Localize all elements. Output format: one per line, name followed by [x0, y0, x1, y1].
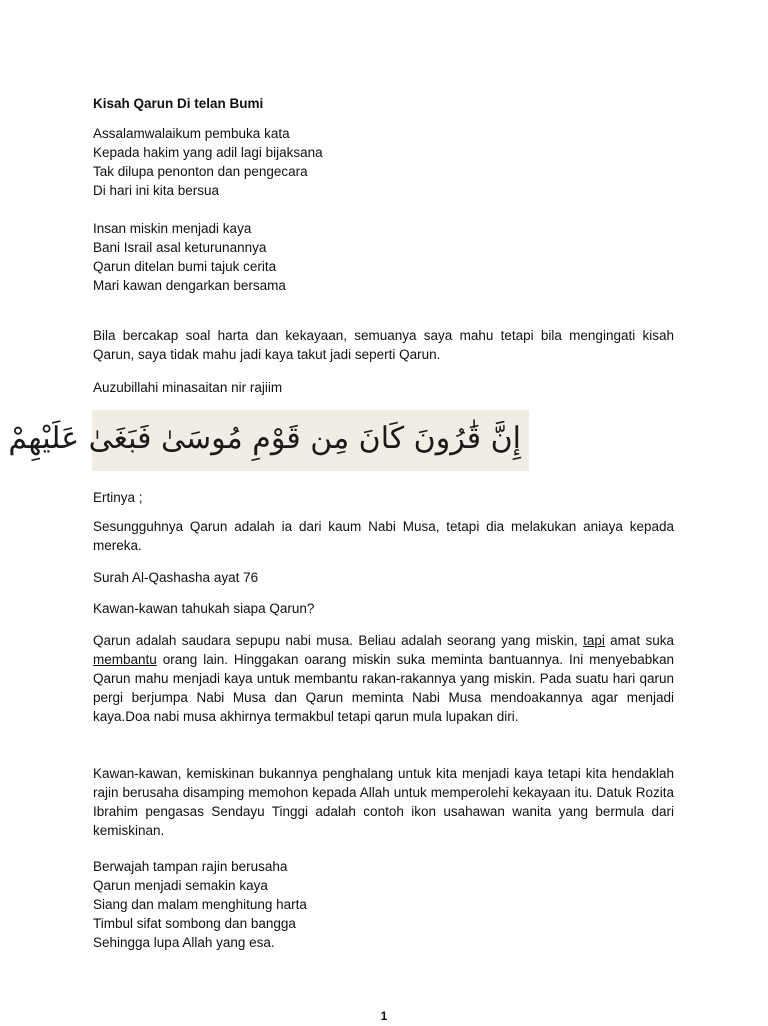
- document-title: Kisah Qarun Di telan Bumi: [93, 96, 264, 111]
- verse-line: Kepada hakim yang adil lagi bijaksana: [93, 145, 323, 160]
- verse-line: Qarun ditelan bumi tajuk cerita: [93, 259, 277, 274]
- surah-reference: Surah Al-Qashasha ayat 76: [93, 570, 259, 585]
- opening-verse: [93, 124, 323, 200]
- question-line: Kawan-kawan tahukah siapa Qarun?: [93, 601, 315, 616]
- auzubillah-line: Auzubillahi minasaitan nir rajiim: [93, 380, 283, 395]
- verse-line: Tak dilupa penonton dan pengecara: [93, 164, 308, 179]
- paragraph-text: Qarun adalah saudara sepupu nabi musa. Beliau adalah seorang yang miskin,: [93, 633, 584, 648]
- verse-line: Berwajah tampan rajin berusaha: [93, 859, 288, 874]
- second-verse: [93, 219, 286, 295]
- page-number: 1: [380, 1009, 388, 1023]
- translation-paragraph: Sesungguhnya Qarun adalah ia dari kaum Nabi Musa, tetapi dia melakukan aniaya kepada mereka.: [93, 519, 674, 553]
- intro-paragraph: Bila bercakap soal harta dan kekayaan, semuanya saya mahu tetapi bila mengingati kisah Qarun, saya tidak mahu jadi kaya takut jadi seperti Qarun.: [93, 328, 674, 362]
- arabic-verse-text: إِنَّ قَٰرُونَ كَانَ مِن قَوْمِ مُوسَىٰ فَبَغَىٰ عَلَيْهِمْ: [8, 421, 521, 456]
- verse-line: Di hari ini kita bersua: [93, 183, 220, 198]
- poverty-paragraph: Kawan-kawan, kemiskinan bukannya penghalang untuk kita menjadi kaya tetapi kita hendaklah rajin berusaha disamping memohon kepada Allah untuk memperolehi kekayaan itu. Datuk Rozita Ibrahim pengasas Sendayu Tinggi adalah contoh ikon usahawan wanita yang bermula dari kemiskinan.: [93, 766, 674, 838]
- verse-line: Mari kawan dengarkan bersama: [93, 278, 286, 293]
- verse-line: Bani Israil asal keturunannya: [93, 240, 267, 255]
- paragraph-text: amat suka: [604, 633, 675, 648]
- underlined-word-tapi: tapi: [583, 633, 605, 648]
- verse-line: Siang dan malam menghitung harta: [93, 897, 307, 912]
- ertinya-label: Ertinya ;: [93, 490, 143, 505]
- verse-line: Timbul sifat sombong dan bangga: [93, 916, 296, 931]
- quran-verse-image: [8, 410, 529, 471]
- underlined-word-membantu: membantu: [93, 652, 157, 667]
- verse-line: Assalamwalaikum pembuka kata: [93, 126, 290, 141]
- verse-line: Insan miskin menjadi kaya: [93, 221, 252, 236]
- verse-line: Qarun menjadi semakin kaya: [93, 878, 268, 893]
- closing-verse: [93, 857, 307, 952]
- qarun-paragraph: [93, 631, 674, 726]
- verse-line: Sehingga lupa Allah yang esa.: [93, 935, 275, 950]
- paragraph-text: orang lain. Hinggakan oarang miskin suka meminta bantuannya. Ini menyebabkan Qarun mahu menjadi kaya untuk membantu rakan-rakannya yang miskin. Pada suatu hari qarun pergi berjumpa Nabi Musa dan Qarun meminta Nabi Musa mendoakannya agar menjadi kaya.Doa nabi musa akhirnya termakbul tetapi qarun mula lupakan diri.: [93, 652, 674, 724]
